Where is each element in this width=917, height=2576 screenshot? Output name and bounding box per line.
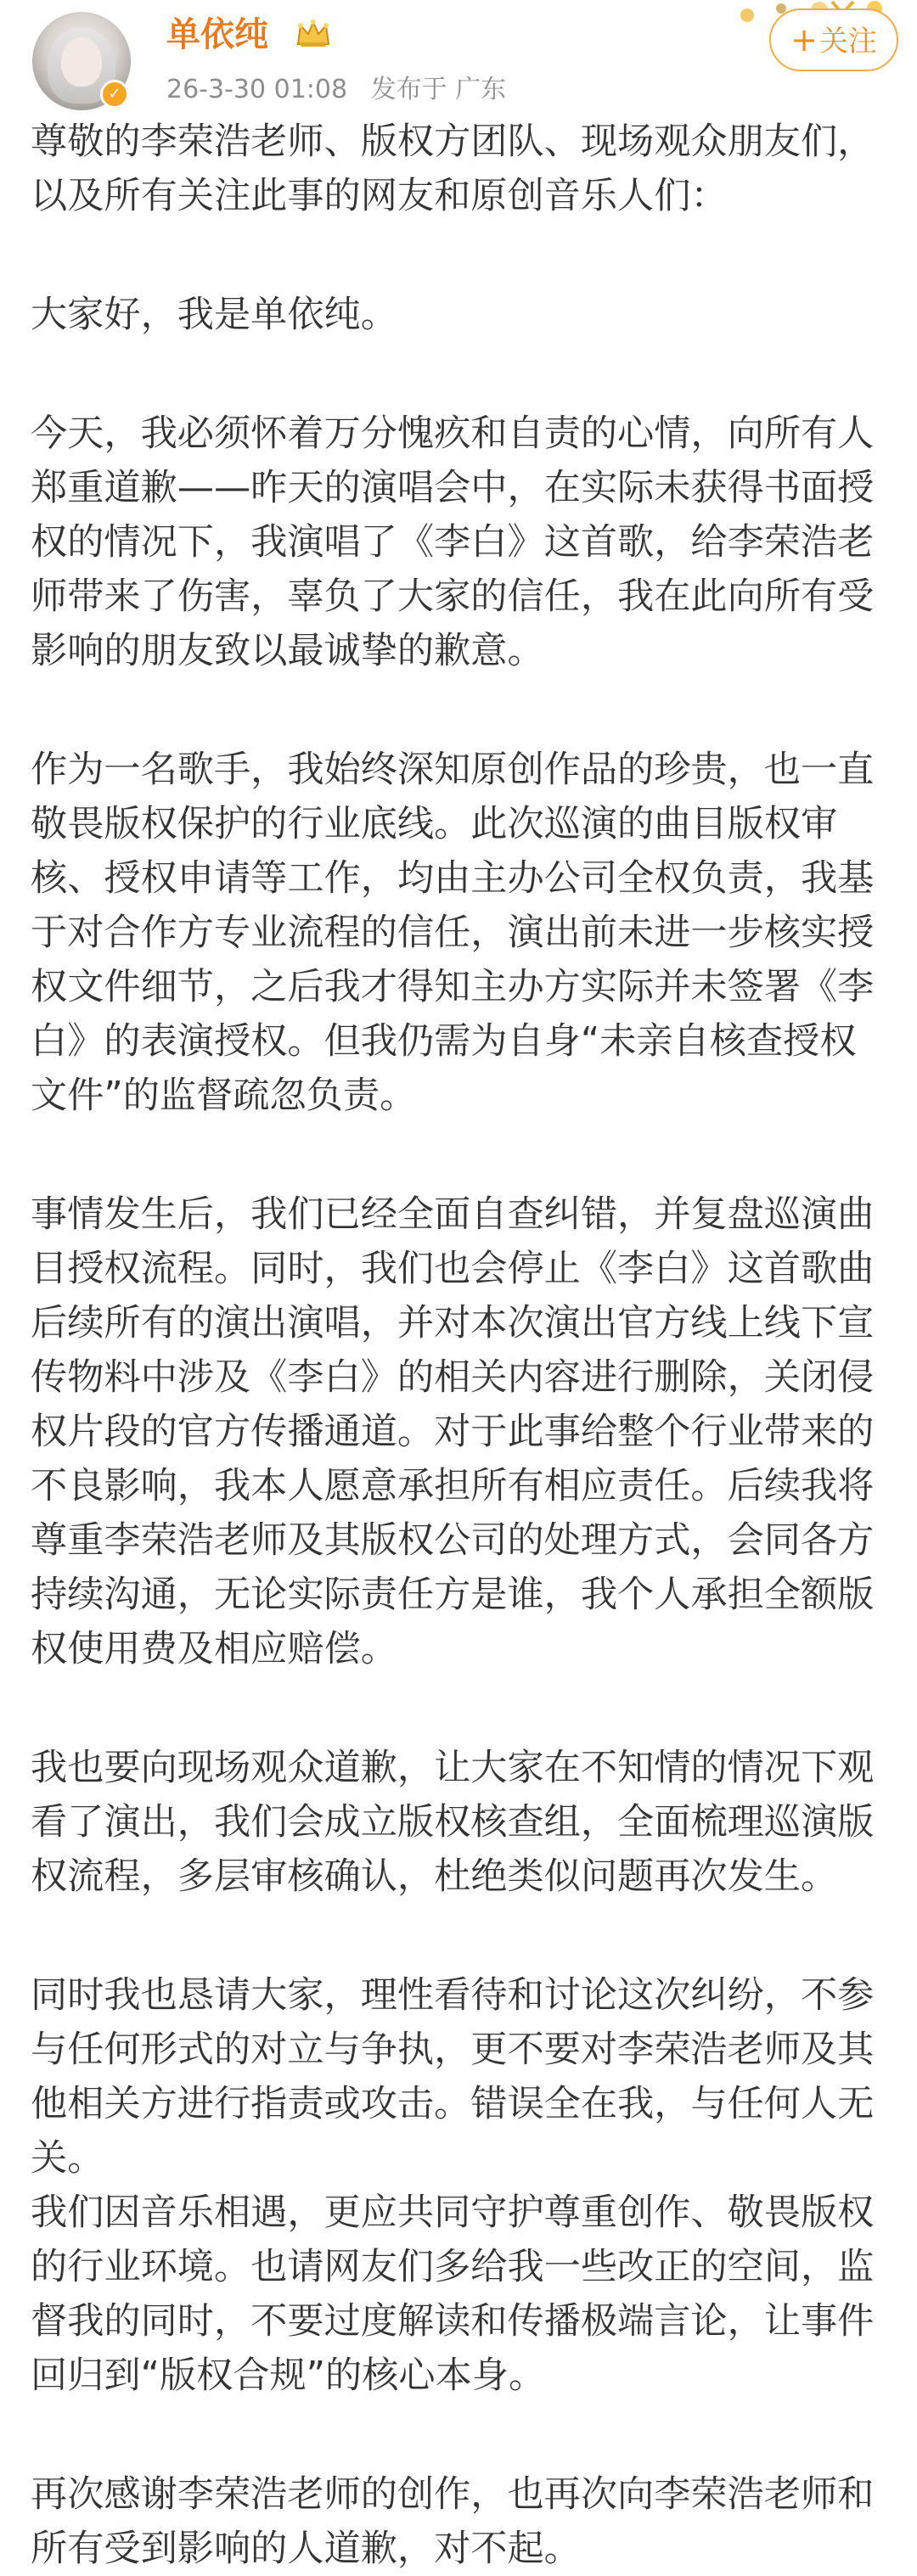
verified-badge-icon: ✓ (100, 80, 129, 109)
follow-button-label: 关注 (819, 25, 877, 59)
paragraph-7: 同时我也恳请大家，理性看待和讨论这次纠纷，不参与任何形式的对立与争执，更不要对李荣浩老师及其他相关方进行指责或攻击。错误全在我，与任何人无关。 (31, 1974, 875, 2180)
paragraph-8: 我们因音乐相遇，更应共同守护尊重创作、敬畏版权的行业环境。也请网友们多给我一些改正的空间，监督我的同时，不要过度解读和传播极端言论，让事件回归到“版权合规”的核心本身。 (31, 2192, 875, 2397)
paragraph-1: 尊敬的李荣浩老师、版权方团队、现场观众朋友们，以及所有关注此事的网友和原创音乐人们： (31, 121, 875, 217)
paragraph-6: 我也要向现场观众道歉，让大家在不知情的情况下观看了演出，我们会成立版权核查组，全面梳理巡演版权流程，多层审核确认，杜绝类似问题再次发生。 (31, 1747, 875, 1898)
username[interactable]: 单依纯 (166, 15, 268, 54)
follow-button[interactable] (769, 8, 898, 71)
post-timestamp: 26-3-30 01:08 (166, 75, 348, 104)
paragraph-5: 事情发生后，我们已经全面自查纠错，并复盘巡演曲目授权流程。同时，我们也会停止《李白》这首歌曲后续所有的演出演唱，并对本次演出官方线上线下宣传物料中涉及《李白》的相关内容进行删除，关闭侵权片段的官方传播通道。对于此事给整个行业带来的不良影响，我本人愿意承担所有相应责任。后续我将尊重李荣浩老师及其版权公司的处理方式，会同各方持续沟通，无论实际责任方是谁，我个人承担全额版权使用费及相应赔偿。 (31, 1193, 875, 1670)
post-location: 发布于 广东 (370, 75, 507, 104)
paragraph-4: 作为一名歌手，我始终深知原创作品的珍贵，也一直敬畏版权保护的行业底线。此次巡演的曲目版权审核、授权申请等工作，均由主办公司全权负责，我基于对合作方专业流程的信任，演出前未进一步核实授权文件细节，之后我才得知主办方实际并未签署《李白》的表演授权。但我仍需为自身“未亲自核查授权文件”的监督疏忽负责。 (31, 749, 875, 1117)
crown-icon (294, 15, 333, 51)
post-meta (166, 73, 521, 107)
paragraph-3: 今天，我必须怀着万分愧疚和自责的心情，向所有人郑重道歉——昨天的演唱会中，在实际未获得书面授权的情况下，我演唱了《李白》这首歌，给李荣浩老师带来了伤害，辜负了大家的信任，我在此向所有受影响的朋友致以最诚挚的歉意。 (31, 412, 875, 672)
paragraph-2: 大家好，我是单依纯。 (31, 294, 397, 336)
paragraph-9: 再次感谢李荣浩老师的创作，也再次向李荣浩老师和所有受到影响的人道歉，对不起。 (31, 2473, 875, 2570)
post-header (0, 0, 917, 127)
avatar-face (61, 37, 102, 87)
post-content (31, 115, 892, 2576)
plus-icon: + (790, 21, 818, 59)
